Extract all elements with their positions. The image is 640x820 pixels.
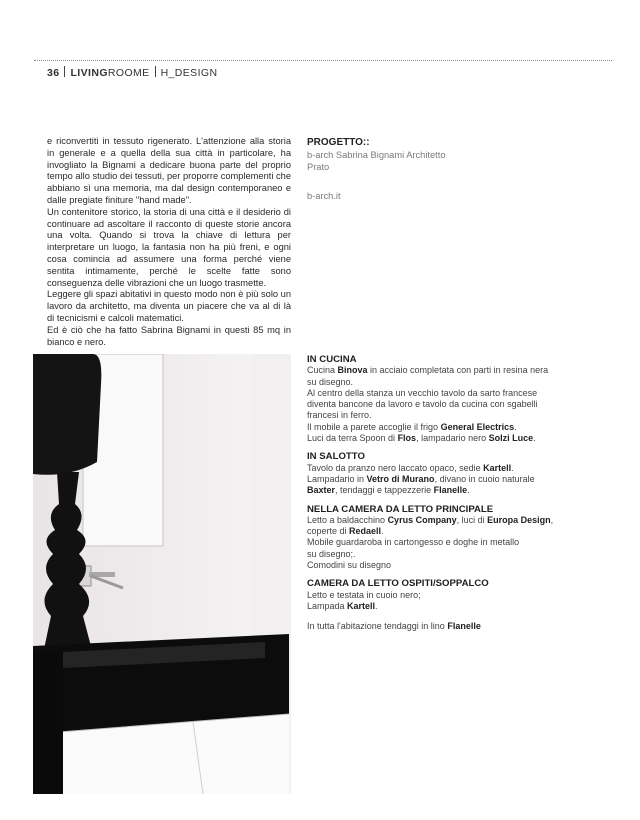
credit-line: Al centro della stanza un vecchio tavolo da sarto francese [307, 387, 538, 398]
paragraph: e riconvertiti in tessuto rigenerato. L'attenzione alla storia in generale e a quella della sua città in particolare, ha invogliato la Bignami a dedicare buona parte del proprio tempo allo studio dei tessuti, per proporre complementi che abbiano sì una memoria, ma dal design contemporaneo e dalle pregiate finiture "hand made". [47, 136, 291, 205]
credit-brand: Vetro di Murano [366, 473, 435, 484]
header-separator [64, 66, 65, 77]
credit-line: francesi in ferro. [307, 410, 372, 421]
credit-text: , luci di [456, 514, 488, 525]
credit-text: Lampadario in [307, 473, 367, 484]
header-separator-2 [155, 66, 156, 77]
credit-line: su disegno. [307, 376, 354, 387]
credit-text: Letto a baldacchino [307, 514, 388, 525]
credit-text: coperte di [307, 526, 350, 537]
project-box [307, 137, 507, 202]
article-body [47, 136, 291, 348]
credits-camera: NELLA CAMERA DA LETTO PRINCIPALE Letto a baldacchino Cyrus Company, luci di Europa Design, coperte di Redaell. Mobile guardaroba in cartongesso e doghe in metallo su disegno;. Comodini su disegno [307, 504, 557, 572]
credits-ospiti: CAMERA DA LETTO OSPITI/SOPPALCO Letto e testata in cuoio nero; Lampada Kartell. In tutta l'abitazione tendaggi in lino Flanelle [307, 578, 557, 632]
credit-brand: Flanelle [433, 485, 468, 496]
credit-text: Lampada [307, 600, 348, 611]
section-name: H_DESIGN [160, 67, 218, 79]
photo-illustration [33, 354, 291, 794]
credit-brand: Redaell [349, 526, 382, 537]
credit-text: Tavolo da pranzo nero laccato opaco, sedie [307, 462, 484, 473]
credit-line: Comodini su disegno [307, 560, 392, 571]
credits-cucina-heading: IN CUCINA [307, 354, 357, 365]
page-number: 36 [47, 67, 60, 79]
credit-text: , divano in cuoio naturale [434, 473, 535, 484]
credits-salotto: IN SALOTTO Tavolo da pranzo nero laccato opaco, sedie Kartell. Lampadario in Vetro di Murano, divano in cuoio naturale Baxter, tendaggi e tappezzerie Flanelle. [307, 451, 557, 496]
credit-text: In tutta l'abitazione tendaggi in lino [307, 621, 448, 632]
project-heading: PROGETTO:: [307, 137, 370, 148]
credit-brand: Europa Design [487, 514, 551, 525]
paragraph: Leggere gli spazi abitativi in questo modo non è più solo un lavoro da architetto, ma diventa un piacere che va al di là di tecnicismi e calcoli matematici. [47, 289, 291, 323]
credits-box [307, 354, 557, 640]
credits-salotto-heading: IN SALOTTO [307, 451, 365, 463]
credit-text: , lampadario nero [416, 433, 489, 444]
credit-line: Mobile guardaroba in cartongesso e doghe in metallo [307, 537, 520, 548]
credit-brand: Kartell [483, 462, 512, 473]
credit-line: su disegno;. [307, 548, 356, 559]
header-rule [34, 60, 612, 61]
project-architect: b-arch Sabrina Bignami Architetto [307, 150, 446, 160]
credit-brand: Flos [397, 433, 417, 444]
credit-brand: General Electrics [440, 421, 515, 432]
credits-camera-heading: NELLA CAMERA DA LETTO PRINCIPALE [307, 503, 494, 515]
project-city: Prato [307, 162, 330, 172]
credit-brand: Cyrus Company [387, 514, 457, 525]
brand-bold: LIVING [70, 67, 108, 79]
project-website: b-arch.it [307, 191, 341, 201]
credit-text: Luci da terra Spoon di [307, 433, 398, 444]
credit-text: Cucina [307, 365, 338, 376]
page-header [47, 66, 217, 79]
credit-brand: Binova [337, 365, 368, 376]
credits-cucina: IN CUCINA Cucina Binova in acciaio completata con parti in resina nera su disegno. Al centro della stanza un vecchio tavolo da sarto francese diventa bancone da lavoro e tavolo da cucina con sgabelli francesi in ferro. Il mobile a parete accoglie il frigo General Electrics. Luci da terra Spoon di Flos, lampadario nero Solzi Luce. [307, 354, 557, 444]
credits-ospiti-heading: CAMERA DA LETTO OSPITI/SOPPALCO [307, 578, 489, 590]
credit-text: Il mobile a parete accoglie il frigo [307, 421, 441, 432]
brand-rest: ROOME [107, 67, 150, 79]
credit-text: , tendaggi e tappezzerie [335, 485, 434, 496]
credit-brand: Solzi Luce [488, 433, 534, 444]
paragraph: Ed è ciò che ha fatto Sabrina Bignami in questi 85 mq in bianco e nero. [47, 324, 291, 347]
credit-line: diventa bancone da lavoro e tavolo da cucina con sgabelli [307, 399, 538, 410]
paragraph: Un contenitore storico, la storia di una città e il desiderio di continuare ad ascoltare il racconto di queste storie ancora una volta. Quando si trova la chiave di lettura per interpretare un luogo, la fantasia non ha più freni, e ogni cosa comincia ad assumere una forma perché viene sentita intimamente, perché le scelte fatte sono conseguenza delle vibrazioni che un luogo trasmette. [47, 206, 291, 288]
credit-brand: Baxter [307, 485, 336, 496]
credit-brand: Kartell [347, 600, 376, 611]
credit-line: Letto e testata in cuoio nero; [307, 589, 421, 600]
interior-photo [33, 354, 291, 794]
credit-text: in acciaio completata con parti in resina nera [367, 365, 549, 376]
credit-brand: Flanelle [447, 621, 481, 632]
